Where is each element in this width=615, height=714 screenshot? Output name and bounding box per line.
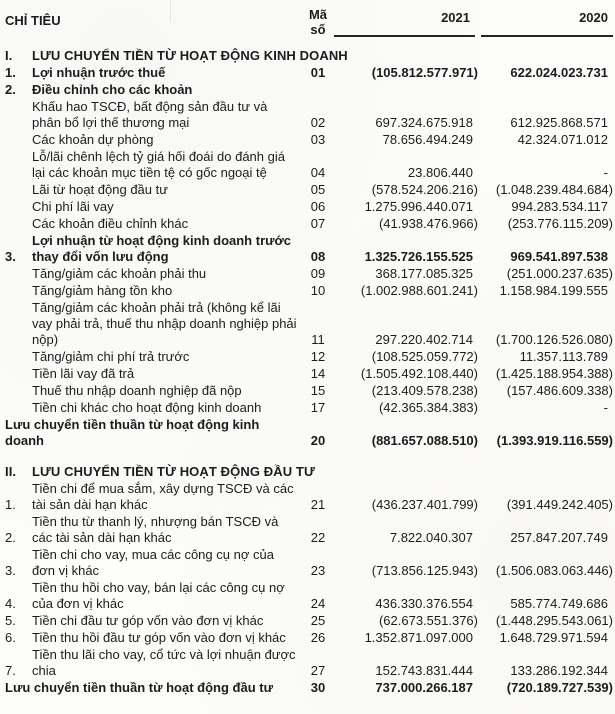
amount-2021: (213.409.578.238) bbox=[371, 383, 478, 398]
row-label: Tiền thu lãi cho vay, cổ tức và lợi nhuận được chia bbox=[32, 647, 296, 678]
row-code: 09 bbox=[310, 266, 326, 281]
row-code: 04 bbox=[310, 165, 326, 180]
row-number: 5. bbox=[5, 613, 16, 628]
table-header-row bbox=[5, 6, 613, 37]
amount-2020: (1.393.919.116.559) bbox=[496, 433, 613, 448]
amount-2020: 11.357.113.789 bbox=[519, 349, 608, 364]
table-row bbox=[5, 266, 613, 282]
amount-2021: 1.352.871.097.000 bbox=[364, 630, 473, 645]
row-number: 1. bbox=[5, 65, 16, 80]
row-label: Tiền chi khác cho hoạt động kinh doanh bbox=[32, 400, 262, 415]
table-row bbox=[5, 647, 613, 679]
row-number: 4. bbox=[5, 596, 16, 611]
row-code: 20 bbox=[310, 433, 326, 448]
amount-2021: 737.000.266.187 bbox=[375, 680, 473, 695]
row-code: 22 bbox=[310, 530, 326, 545]
column-header-code-line2: số bbox=[310, 22, 326, 37]
amount-2021: 152.743.831.444 bbox=[375, 663, 473, 678]
amount-2021: 697.324.675.918 bbox=[375, 115, 473, 130]
subtotal-row-operating bbox=[5, 417, 613, 449]
amount-2020: 994.283.534.117 bbox=[511, 199, 608, 214]
amount-2020: (1.506.083.063.446) bbox=[495, 563, 613, 578]
row-label: Lợi nhuận trước thuế bbox=[32, 65, 166, 80]
amount-2021: (436.237.401.799) bbox=[371, 497, 478, 512]
row-code: 15 bbox=[310, 383, 326, 398]
table-row bbox=[5, 481, 613, 513]
row-code: 08 bbox=[310, 249, 326, 264]
amount-2020: 969.541.897.538 bbox=[510, 249, 608, 264]
row-code: 06 bbox=[310, 199, 326, 214]
row-code: 14 bbox=[310, 366, 326, 381]
column-header-2021-label: 2021 bbox=[441, 10, 470, 25]
table-row bbox=[5, 514, 613, 546]
row-label: Lỗ/lãi chênh lệch tỷ giá hối đoái do đánh giá lại các khoản mục tiền tệ có gốc ngoại tệ bbox=[32, 149, 285, 180]
row-label: Tiền chi cho vay, mua các công cụ nợ của đơn vị khác bbox=[32, 547, 274, 578]
amount-2020: (157.486.609.338) bbox=[506, 383, 613, 398]
amount-2020: 1.648.729.971.594 bbox=[499, 630, 608, 645]
row-label: Tăng/giảm chi phí trả trước bbox=[32, 349, 190, 364]
table-row bbox=[5, 613, 613, 629]
row-number: 3. bbox=[5, 249, 16, 264]
subtotal-row-investing bbox=[5, 680, 613, 696]
row-label: Các khoản điều chỉnh khác bbox=[32, 216, 189, 231]
row-code: 27 bbox=[310, 663, 326, 678]
amount-2020: (720.189.727.539) bbox=[506, 680, 613, 695]
row-label: Tiền thu từ thanh lý, nhượng bán TSCĐ và các tài sản dài hạn khác bbox=[32, 514, 279, 545]
row-label: Lưu chuyển tiền thuần từ hoạt động kinh doanh bbox=[5, 417, 260, 448]
table-row bbox=[5, 300, 613, 348]
table-row bbox=[5, 82, 613, 98]
row-number: 2. bbox=[5, 82, 16, 97]
table-row bbox=[5, 547, 613, 579]
table-row bbox=[5, 149, 613, 181]
section-title: LƯU CHUYỂN TIỀN TỪ HOẠT ĐỘNG ĐẦU TƯ bbox=[32, 464, 315, 479]
row-code: 25 bbox=[310, 613, 326, 628]
row-label: Lưu chuyển tiền thuần từ hoạt động đầu tư bbox=[5, 680, 273, 695]
amount-2021: (62.673.551.376) bbox=[378, 613, 478, 628]
row-code: 03 bbox=[310, 132, 326, 147]
row-code: 21 bbox=[310, 497, 326, 512]
table-row bbox=[5, 400, 613, 416]
row-code: 11 bbox=[311, 332, 325, 347]
row-label: Chi phí lãi vay bbox=[32, 199, 114, 214]
row-number: 1. bbox=[5, 497, 16, 512]
amount-2021: 1.275.996.440.071 bbox=[364, 199, 473, 214]
row-code: 24 bbox=[310, 596, 326, 611]
amount-2021: (1.505.492.108.440) bbox=[360, 366, 478, 381]
row-code: 30 bbox=[310, 680, 326, 695]
row-label: Lợi nhuận từ hoạt động kinh doanh trước thay đổi vốn lưu động bbox=[32, 233, 292, 264]
row-label: Lãi từ hoạt động đầu tư bbox=[32, 182, 168, 197]
amount-2020: (253.776.115.209) bbox=[507, 216, 613, 231]
row-code: 26 bbox=[310, 630, 326, 645]
amount-2021: (108.525.059.772) bbox=[371, 349, 478, 364]
section-row bbox=[5, 48, 613, 64]
table-row bbox=[5, 383, 613, 399]
table-row bbox=[5, 580, 613, 612]
row-code: 10 bbox=[310, 283, 326, 298]
amount-2020: 42.324.071.012 bbox=[517, 132, 608, 147]
row-label: Tiền thu hồi cho vay, bán lại các công cụ nợ của đơn vị khác bbox=[32, 580, 285, 611]
section-row bbox=[5, 464, 613, 480]
table-row bbox=[5, 233, 613, 265]
amount-2020: 622.024.023.731 bbox=[510, 65, 608, 80]
amount-2020: (391.449.242.405) bbox=[506, 497, 613, 512]
amount-2021: 1.325.726.155.525 bbox=[364, 249, 473, 264]
amount-2020: - bbox=[603, 165, 608, 180]
amount-2021: (578.524.206.216) bbox=[371, 182, 478, 197]
row-number: 2. bbox=[5, 530, 16, 545]
amount-2021: 297.220.402.714 bbox=[375, 332, 473, 347]
row-code: 23 bbox=[310, 563, 326, 578]
amount-2021: (42.365.384.383) bbox=[378, 400, 478, 415]
amount-2021: 23.806.440 bbox=[407, 165, 473, 180]
amount-2021: (881.657.088.510) bbox=[371, 433, 478, 448]
row-code: 07 bbox=[310, 216, 326, 231]
table-row bbox=[5, 630, 613, 646]
section-title: LƯU CHUYỂN TIỀN TỪ HOẠT ĐỘNG KINH DOANH bbox=[32, 48, 348, 63]
amount-2021: (105.812.577.971) bbox=[371, 65, 478, 80]
table-row bbox=[5, 366, 613, 382]
amount-2020: 585.774.749.686 bbox=[510, 596, 608, 611]
section-numeral: II. bbox=[5, 464, 17, 479]
amount-2021: (41.938.476.966) bbox=[378, 216, 478, 231]
amount-2020: (1.448.295.543.061) bbox=[495, 613, 613, 628]
row-number: 6. bbox=[5, 630, 16, 645]
table-row bbox=[5, 99, 613, 131]
column-header-items: CHỈ TIÊU bbox=[5, 13, 61, 28]
column-header-code bbox=[298, 6, 338, 37]
column-header-2021 bbox=[334, 6, 475, 37]
row-code: 12 bbox=[310, 349, 326, 364]
table-row bbox=[5, 132, 613, 148]
row-label: Tiền lãi vay đã trả bbox=[32, 366, 135, 381]
row-label: Tăng/giảm các khoản phải thu bbox=[32, 266, 207, 281]
amount-2021: 368.177.085.325 bbox=[375, 266, 473, 281]
row-label: Tiền thu hồi đầu tư góp vốn vào đơn vị khác bbox=[32, 630, 286, 645]
column-header-code-line1: Mã bbox=[308, 7, 328, 22]
column-header-2020-label: 2020 bbox=[579, 10, 608, 25]
amount-2021: (713.856.125.943) bbox=[371, 563, 478, 578]
amount-2020: 133.286.192.344 bbox=[510, 663, 608, 678]
amount-2021: (1.002.988.601.241) bbox=[360, 283, 478, 298]
amount-2020: 1.158.984.199.555 bbox=[499, 283, 608, 298]
row-number: 7. bbox=[5, 663, 16, 678]
row-label: Khấu hao TSCĐ, bất động sản đầu tư và phân bổ lợi thế thương mại bbox=[32, 99, 268, 130]
row-label: Thuế thu nhập doanh nghiệp đã nộp bbox=[32, 383, 242, 398]
table-row bbox=[5, 65, 613, 81]
row-label: Tiền chi đầu tư góp vốn vào đơn vị khác bbox=[32, 613, 264, 628]
table-row bbox=[5, 216, 613, 232]
row-label: Tăng/giảm hàng tồn kho bbox=[32, 283, 173, 298]
row-code: 17 bbox=[310, 400, 326, 415]
amount-2021: 78.656.494.249 bbox=[382, 132, 473, 147]
amount-2020: (1.425.188.954.388) bbox=[495, 366, 613, 381]
row-code: 05 bbox=[310, 182, 326, 197]
column-header-2020 bbox=[481, 6, 613, 37]
row-number: 3. bbox=[5, 563, 16, 578]
scan-artifact-line bbox=[170, 0, 171, 22]
row-label: Tiền chi để mua sắm, xây dựng TSCĐ và các tài sản dài hạn khác bbox=[32, 481, 294, 512]
row-label: Tăng/giảm các khoản phải trả (không kể lãi vay phải trả, thuế thu nhập doanh nghiệp phải nộp) bbox=[32, 300, 297, 347]
table-row bbox=[5, 199, 613, 215]
amount-2021: 7.822.040.307 bbox=[389, 530, 473, 545]
amount-2020: (251.000.237.635) bbox=[506, 266, 613, 281]
table-row bbox=[5, 349, 613, 365]
amount-2020: (1.048.239.484.684) bbox=[495, 182, 613, 197]
amount-2020: - bbox=[603, 400, 608, 415]
amount-2020: 612.925.868.571 bbox=[510, 115, 608, 130]
amount-2021: 436.330.376.554 bbox=[375, 596, 473, 611]
row-label: Điều chỉnh cho các khoản bbox=[32, 82, 193, 97]
amount-2020: 257.847.207.749 bbox=[510, 530, 608, 545]
row-code: 01 bbox=[310, 65, 326, 80]
amount-2020: (1.700.126.526.080) bbox=[495, 332, 613, 347]
table-row bbox=[5, 283, 613, 299]
table-row bbox=[5, 182, 613, 198]
section-numeral: I. bbox=[5, 48, 13, 63]
row-label: Các khoản dự phòng bbox=[32, 132, 154, 147]
row-code: 02 bbox=[310, 115, 326, 130]
